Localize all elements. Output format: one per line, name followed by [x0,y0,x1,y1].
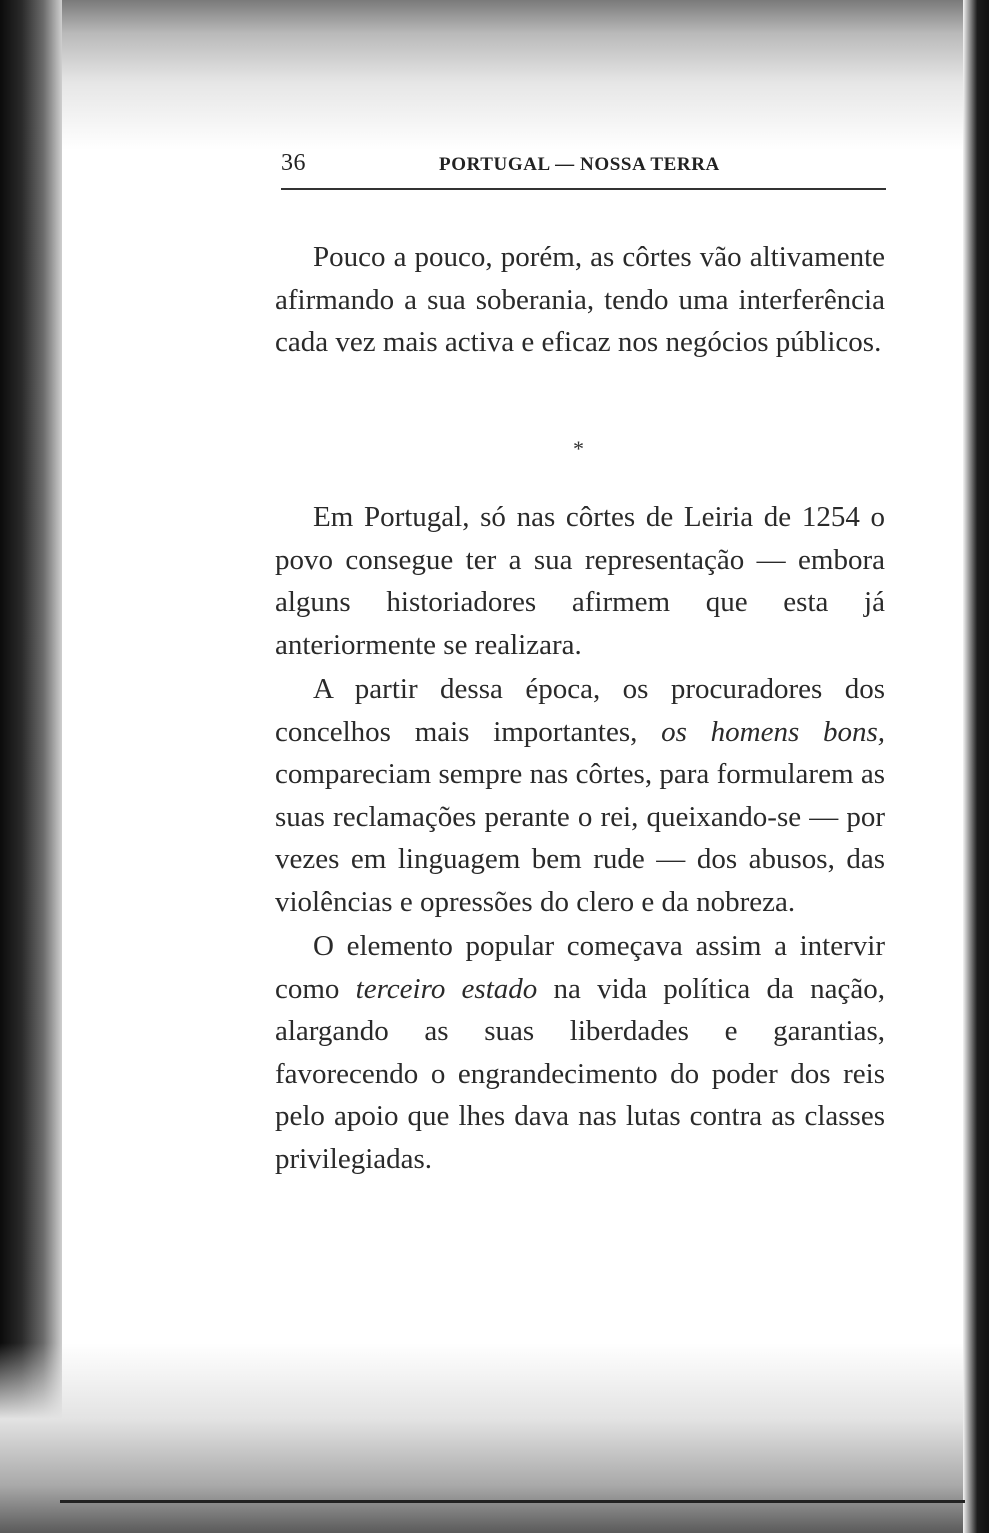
paragraph-2: Em Portugal, só nas côrtes de Leiria de 1254 o povo consegue ter a sua representação — embora alguns historiadores afirmem que esta já anteriormente se realizara. [275,501,885,661]
page-number: 36 [281,150,306,176]
paragraph-1: Pouco a pouco, porém, as côrtes vão altivamente afirmando a sua soberania, tendo uma interferência cada vez mais activa e eficaz nos negócios públicos. [275,241,885,358]
scan-shadow-bottom [0,1343,989,1533]
scan-bottom-edge [60,1500,965,1503]
paragraph-4 [275,925,885,1180]
paragraph-3-italic: os homens bons, [661,715,885,748]
text-block-1 [275,236,885,364]
paragraph-4-italic: terceiro estado [355,972,538,1005]
running-header [281,150,886,182]
page-edge-right [963,0,989,1533]
paragraph-3-text-c: compareciam sempre nas côrtes, para formularem as suas reclamações perante o rei, queixando-se — por vezes em linguagem bem rude — dos abusos, das violências e opressões do clero e da nobreza. [275,758,885,918]
book-binding-edge [0,0,62,1533]
paragraph-3 [275,668,885,923]
scan-shadow-top [0,0,989,150]
paragraph-3-text-a: A partir dessa época, os procuradores dos concelhos mais importantes, [275,673,885,748]
asterism-separator: * [573,436,584,461]
header-rule [281,188,886,190]
paragraph-4-text-a: O elemento popular começava assim a intervir como [275,930,885,1005]
paragraph-4-text-c: na vida política da nação, alargando as suas liberdades e garantias, favorecendo o engrandecimento do poder dos reis pelo apoio que lhes dava nas lutas contra as classes privilegiadas. [275,972,885,1175]
running-title: PORTUGAL — NOSSA TERRA [439,154,720,175]
text-block-2 [275,496,885,1180]
